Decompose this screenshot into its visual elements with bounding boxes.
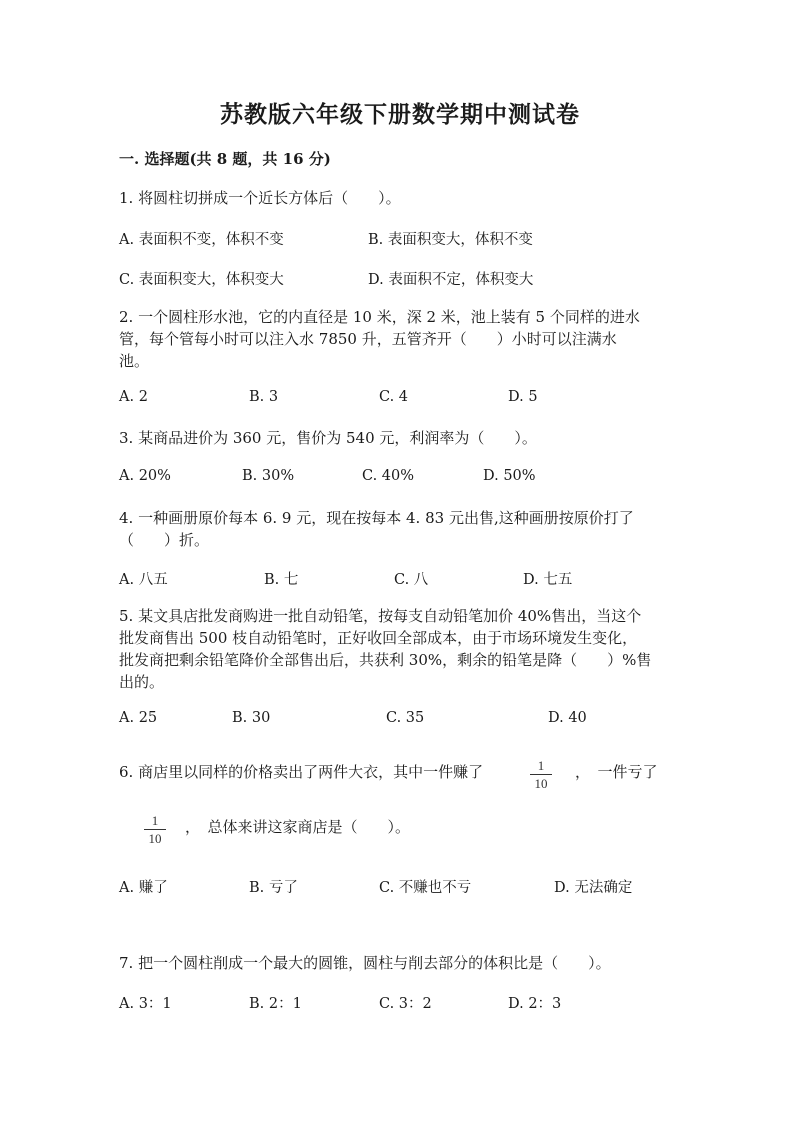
question-6-option-a: A. 赚了 [119,880,168,896]
question-7-option-b: B. 2：1 [249,996,302,1012]
question-1-option-b: B. 表面积变大，体积不变 [368,232,533,248]
question-3-option-d: D. 50% [483,468,536,484]
question-6-option-d: D. 无法确定 [554,880,633,896]
fraction-one-tenth [143,813,167,846]
question-7-text: 7. 把一个圆柱削成一个最大的圆锥，圆柱与削去部分的体积比是（ ）。 [119,954,611,972]
question-5-option-d: D. 40 [548,710,587,726]
question-7-option-c: C. 3：2 [379,996,432,1012]
question-2-option-b: B. 3 [249,389,279,405]
question-5-option-b: B. 30 [232,710,271,726]
fraction-numerator: 1 [537,758,545,773]
fraction-numerator: 1 [151,813,159,828]
question-3-option-c: C. 40% [362,468,415,484]
question-2-line-3: 池。 [119,352,150,370]
question-7-option-d: D. 2：3 [508,996,562,1012]
question-5-option-c: C. 35 [386,710,425,726]
question-6-text-part-2: ， 一件亏了 [575,763,658,781]
question-4-option-d: D. 七五 [523,572,573,588]
question-2-option-c: C. 4 [379,389,409,405]
fraction-denominator: 10 [534,776,548,791]
section-heading: 一. 选择题(共 8 题，共 16 分) [119,150,331,168]
question-3-option-a: A. 20% [119,468,171,484]
question-1-option-d: D. 表面积不定，体积变大 [368,272,534,288]
question-2-option-a: A. 2 [119,389,148,405]
question-4-line-1: 4. 一种画册原价每本 6. 9 元，现在按每本 4. 83 元出售,这种画册按原价打了 [119,509,634,527]
question-2-option-d: D. 5 [508,389,538,405]
question-2-line-1: 2. 一个圆柱形水池，它的内直径是 10 米，深 2 米，池上装有 5 个同样的进水 [119,308,640,326]
question-4-option-b: B. 七 [264,572,299,588]
fraction-bar [144,829,166,830]
question-5-option-a: A. 25 [119,710,158,726]
fraction-denominator: 10 [148,831,162,846]
question-2-line-2: 管，每个管每小时可以注入水 7850 升，五管齐开（ ）小时可以注满水 [119,330,617,348]
question-5-line-3: 批发商把剩余铅笔降价全部售出后，共获利 30%，剩余的铅笔是降（ ）%售 [119,651,652,669]
question-1-text: 1. 将圆柱切拼成一个近长方体后（ ）。 [119,189,401,207]
question-4-option-a: A. 八五 [119,572,168,588]
question-6-text-part-1: 6. 商店里以同样的价格卖出了两件大衣，其中一件赚了 [119,763,484,781]
question-3-option-b: B. 30% [242,468,295,484]
question-1-option-a: A. 表面积不变，体积不变 [119,232,284,248]
question-7-option-a: A. 3：1 [119,996,172,1012]
question-6-text-part-3: ， 总体来讲这家商店是（ ）。 [185,818,411,836]
question-6-option-b: B. 亏了 [249,880,298,896]
question-5-line-1: 5. 某文具店批发商购进一批自动铅笔，按每支自动铅笔加价 40%售出，当这个 [119,607,642,625]
question-4-option-c: C. 八 [394,572,429,588]
question-5-line-4: 出的。 [119,673,165,691]
fraction-one-tenth [529,758,553,791]
question-6-option-c: C. 不赚也不亏 [379,880,472,896]
question-1-option-c: C. 表面积变大，体积变大 [119,272,284,288]
page-title: 苏教版六年级下册数学期中测试卷 [220,101,580,128]
question-3-text: 3. 某商品进价为 360 元，售价为 540 元，利润率为（ ）。 [119,429,537,447]
question-4-line-2: （ ）折。 [119,531,210,549]
question-5-line-2: 批发商售出 500 枝自动铅笔时，正好收回全部成本，由于市场环境发生变化， [119,629,638,647]
fraction-bar [530,774,552,775]
